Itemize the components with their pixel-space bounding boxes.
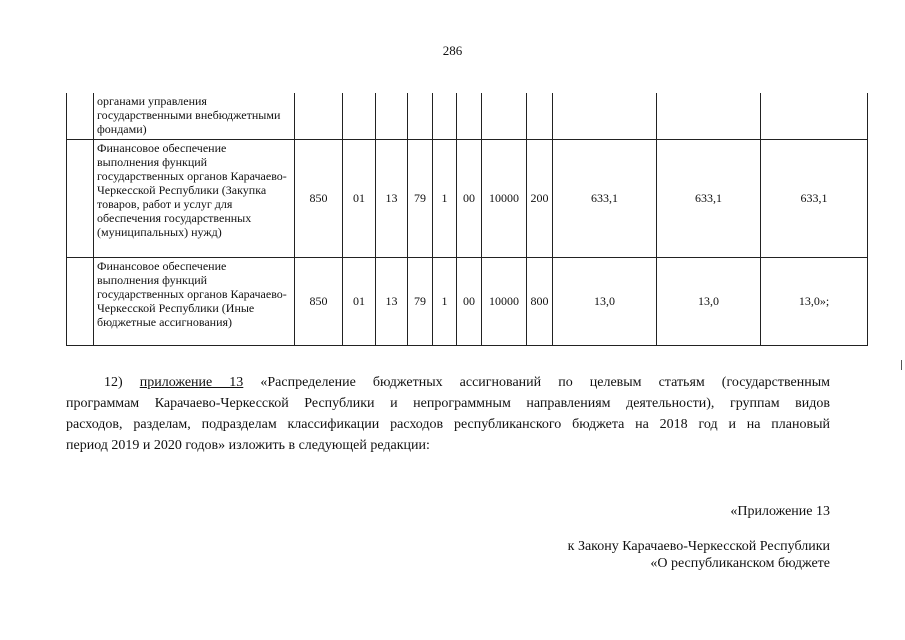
row-value-cell	[761, 93, 868, 139]
row-value-cell	[457, 93, 482, 139]
row-value-cell: 800	[527, 257, 553, 345]
row-value-cell: 01	[343, 257, 376, 345]
row-name-cell: Финансовое обеспечение выполнения функций государственных органов Карачаево-Черкесской Республики (Иные бюджетные ассигнования)	[94, 257, 295, 345]
row-value-cell: 10000	[482, 257, 527, 345]
row-value-cell	[295, 93, 343, 139]
row-value-cell: 13	[376, 139, 408, 257]
row-value-cell: 13,0	[657, 257, 761, 345]
row-value-cell	[553, 93, 657, 139]
row-value-cell: 633,1	[553, 139, 657, 257]
appendix-law-line: к Закону Карачаево-Черкесской Республики	[567, 539, 830, 554]
paragraph-number: 12)	[104, 375, 123, 390]
row-value-cell	[376, 93, 408, 139]
paragraph-line-2: программам Карачаево-Черкесской Республики и непрограммным направлениям деятельности), группам видов	[66, 396, 830, 411]
appendix-link[interactable]: приложение 13	[139, 375, 244, 390]
paragraph-line-4: период 2019 и 2020 годов» изложить в следующей редакции:	[66, 438, 430, 453]
row-value-cell: 01	[343, 139, 376, 257]
row-value-cell: 633,1	[761, 139, 868, 257]
paragraph-line-1	[66, 372, 830, 393]
row-value-cell	[482, 93, 527, 139]
row-value-cell	[343, 93, 376, 139]
row-blank-cell	[67, 93, 94, 139]
row-value-cell: 13,0	[553, 257, 657, 345]
budget-table	[66, 93, 868, 346]
row-value-cell: 1	[433, 257, 457, 345]
row-value-cell	[527, 93, 553, 139]
row-name-cell: Финансовое обеспечение выполнения функций государственных органов Карачаево-Черкесской Республики (Закупка товаров, работ и услуг для обеспечения государственных (муниципальных) нужд)	[94, 139, 295, 257]
row-value-cell: 200	[527, 139, 553, 257]
paragraph-line-3: расходов, разделам, подразделам классификации расходов республиканского бюджета на 2018 год и на плановый	[66, 417, 830, 432]
appendix-title: «Приложение 13	[730, 504, 830, 519]
row-value-cell: 1	[433, 139, 457, 257]
page-number: 286	[442, 43, 463, 58]
row-value-cell	[657, 93, 761, 139]
margin-mark	[901, 360, 902, 370]
row-value-cell: 13,0»;	[761, 257, 868, 345]
row-value-cell: 10000	[482, 139, 527, 257]
row-value-cell: 79	[408, 257, 433, 345]
table-row	[67, 257, 868, 345]
table-row	[67, 93, 868, 139]
amendment-paragraph	[66, 372, 830, 456]
row-blank-cell	[67, 139, 94, 257]
table-row	[67, 139, 868, 257]
row-value-cell: 850	[295, 139, 343, 257]
row-value-cell: 00	[457, 139, 482, 257]
row-value-cell	[408, 93, 433, 139]
row-name-cell: органами управления государственными внебюджетными фондами)	[94, 93, 295, 139]
row-value-cell: 00	[457, 257, 482, 345]
row-value-cell: 850	[295, 257, 343, 345]
row-value-cell: 79	[408, 139, 433, 257]
row-value-cell	[433, 93, 457, 139]
appendix-budget-line: «О республиканском бюджете	[650, 556, 830, 571]
row-blank-cell	[67, 257, 94, 345]
row-value-cell: 13	[376, 257, 408, 345]
paragraph-line-1-text: «Распределение бюджетных ассигнований по целевым статьям (государственным	[260, 375, 831, 390]
row-value-cell: 633,1	[657, 139, 761, 257]
